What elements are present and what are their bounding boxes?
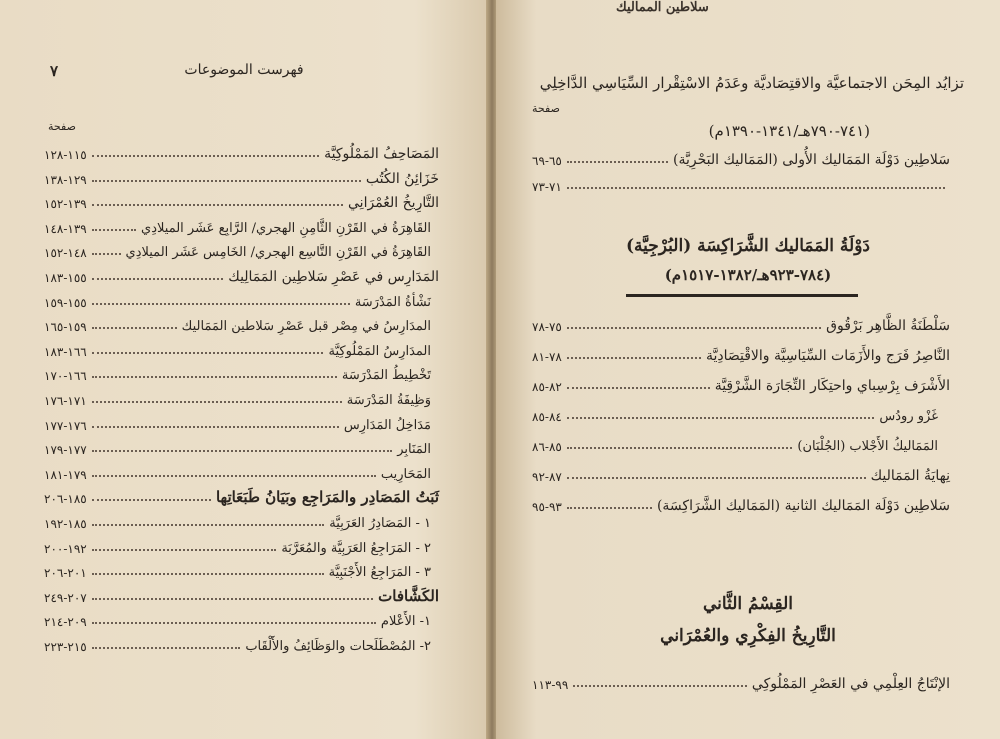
part-title: التَّارِيخُ الفِكْرِي والعُمْرَاني xyxy=(660,626,836,646)
toc-entry-pages: ١٤٨-١٥٢ xyxy=(44,246,87,261)
toc-entry-pages: ٨٢-٨٥ xyxy=(532,380,562,394)
toc-entry-title: سَلاطِين دَوْلَة المَمَاليك الأُولى (المَمَاليك البَحْرِيَّة) xyxy=(673,152,950,168)
dot-leader xyxy=(92,180,361,182)
toc-entry xyxy=(532,402,950,424)
toc-entry-title: نَشْأةُ المَدْرَسَة xyxy=(354,294,431,310)
toc-entry xyxy=(44,460,439,482)
toc-entry-title: مَدَاخِلُ المَدَارِس xyxy=(343,417,431,433)
toc-entry-pages: ١٦٦-١٧٠ xyxy=(44,369,87,384)
toc-entry-pages: ٨٧-٩٢ xyxy=(532,470,562,484)
toc-entry-pages: ٢٠٧-٢٤٩ xyxy=(44,590,87,605)
dot-leader xyxy=(92,647,241,649)
toc-entry-title: نِهايَةُ المَمَاليك xyxy=(870,468,950,484)
toc-entry-title: الأَشْرَف بِرْسِباي واحتِكَار التِّجَارَة الشَّرْقِيَّة xyxy=(714,378,950,394)
section-dates: (٧٨٤-٩٢٣هـ/١٣٨٢-١٥١٧م) xyxy=(664,266,832,284)
dot-leader xyxy=(92,376,337,378)
toc-entry-title: تَخْطِيطُ المَدْرَسَة xyxy=(341,368,431,384)
dot-leader xyxy=(92,303,350,305)
toc-entry xyxy=(532,372,950,394)
dot-leader xyxy=(92,229,136,231)
toc-entry-pages: ٢٠١-٢٠٦ xyxy=(44,566,87,581)
dot-leader xyxy=(567,477,866,479)
dot-leader xyxy=(567,187,945,189)
toc-entry-pages: ١٨٥-١٩٢ xyxy=(44,517,87,531)
toc-entry xyxy=(44,189,439,211)
dot-leader xyxy=(567,327,821,329)
toc-entry xyxy=(44,558,439,580)
toc-entry xyxy=(44,484,439,506)
toc-entry-pages: ١٧٩-١٨١ xyxy=(44,467,87,482)
cropped-running-title: سلاطين المماليك xyxy=(616,0,709,15)
left-running-head xyxy=(0,62,488,82)
toc-entry-pages: ٩٩-١١٣ xyxy=(532,678,569,692)
toc-entry-pages: ١٣٩-١٥٢ xyxy=(44,197,87,212)
dot-leader xyxy=(92,573,324,575)
toc-entry-dates: (٧٤١-٧٩٠هـ/١٣٤١-١٣٩٠م) xyxy=(708,122,870,140)
toc-entry-pages: ١٢٩-١٣٨ xyxy=(44,172,87,187)
toc-entry-pages: ١٧٦-١٧٧ xyxy=(44,418,87,433)
toc-entry-title: المَحَارِيب xyxy=(380,466,431,482)
toc-entry-title: ثَبَتُ المَصَادِر والمَرَاجِع وبَيَانُ طَبَعَاتِها xyxy=(215,488,439,507)
toc-entry xyxy=(44,583,439,605)
toc-entry xyxy=(532,670,950,692)
toc-entry-pages: ١٣٩-١٤٨ xyxy=(44,221,87,236)
toc-entry xyxy=(44,337,439,359)
dot-leader xyxy=(92,475,376,477)
toc-entry xyxy=(532,312,950,334)
dot-leader xyxy=(567,507,652,509)
toc-entry-title: القَاهِرَةُ في القَرْنِ التَّاسِع الهجري/ الخَامِس عَشَر الميلادِي xyxy=(125,245,431,261)
toc-entry xyxy=(44,238,439,260)
toc-entry xyxy=(44,140,439,162)
toc-entry-title: ٣ - المَرَاجِعُ الأَجْنَبِيَّة xyxy=(328,565,431,581)
toc-entry xyxy=(44,607,439,629)
toc-entry-title: المدَارِسُ في مِصْر قبل عَصْرِ سَلاطين المَمَاليك xyxy=(181,319,431,335)
part-heading: القِسْمُ الثَّاني xyxy=(702,594,793,614)
toc-entry xyxy=(44,435,439,457)
toc-entry-pages: ١٧١-١٧٦ xyxy=(44,394,87,408)
toc-entry xyxy=(532,462,950,484)
toc-entry-pages: ١٥٥-١٨٣ xyxy=(44,271,87,285)
toc-entry xyxy=(44,214,439,236)
left-page xyxy=(0,0,488,739)
dot-leader xyxy=(92,549,277,551)
toc-entry-pages: ٩٣-٩٥ xyxy=(532,500,562,514)
toc-entry xyxy=(44,312,439,334)
toc-entry-title: سَلْطَنَةُ الظَّاهِر بَرْقُوق xyxy=(826,318,950,334)
section-heading: دَوْلَةُ المَمَاليك الشَّرَاكِسَة (البُرْجِيَّة) xyxy=(625,236,870,256)
toc-entry-pages: ٧١-٧٣ xyxy=(532,180,562,194)
toc-entry-pages: ١٦٦-١٨٣ xyxy=(44,344,87,359)
dot-leader xyxy=(567,161,668,163)
toc-entry xyxy=(44,288,439,310)
toc-entry-title: ٢ - المَرَاجِعُ العَرَبِيَّة والمُعَرَّبَة xyxy=(281,540,431,556)
dot-leader xyxy=(567,387,710,389)
toc-entry-title: غَزْو رودُس xyxy=(879,409,938,424)
toc-entry-pages: ٢٠٩-٢١٤ xyxy=(44,615,87,630)
toc-entry-pages: ٨٤-٨٥ xyxy=(532,410,562,424)
toc-entry xyxy=(44,165,439,187)
toc-entry xyxy=(532,172,950,194)
toc-entry-title: ٢- المُصْطَلَحات والوَظَائِفُ والأَلْقَاب xyxy=(245,639,431,654)
toc-entry-title: الكَشَّافات xyxy=(378,586,439,605)
toc-entry-pages: ١١٥-١٢٨ xyxy=(44,148,87,162)
dot-leader xyxy=(92,401,342,403)
dot-leader xyxy=(567,417,875,419)
page-column-label: صفحة xyxy=(532,102,560,115)
section-rule xyxy=(626,294,858,297)
toc-entry-title: وَظِيفَةُ المَدْرَسَة xyxy=(346,393,431,408)
dot-leader xyxy=(92,204,343,206)
dot-leader xyxy=(92,622,376,624)
dot-leader xyxy=(92,352,324,354)
toc-entry-title: الإنْتَاجُ العِلْمِي في العَصْرِ المَمْلُوكِي xyxy=(751,676,950,692)
page-column-label: صفحة xyxy=(48,120,76,133)
toc-entry-title: تزايُد المِحَن الاجتماعيَّة والاقتِصَاديَّة وعَدَمُ الاسْتِقْرار السِّيَاسِي الدَّاخِلِي xyxy=(539,74,964,92)
dot-leader xyxy=(92,278,224,280)
dot-leader xyxy=(567,357,701,359)
toc-entry xyxy=(44,386,439,408)
dot-leader xyxy=(573,685,747,687)
toc-entry-title: التَّارِيخُ العُمْرَانِي xyxy=(348,195,439,212)
toc-entry-pages: ١٨٥-٢٠٦ xyxy=(44,492,87,507)
toc-entry-pages: ١٥٥-١٥٩ xyxy=(44,295,87,310)
dot-leader xyxy=(92,327,177,329)
dot-leader xyxy=(92,426,339,428)
toc-entry xyxy=(532,432,950,454)
toc-entry xyxy=(44,411,439,433)
toc-entry-title: خَزَائِنُ الكُتُب xyxy=(365,170,439,187)
toc-entry-pages: ٦٥-٦٩ xyxy=(532,154,562,168)
toc-entry-pages: ٧٨-٨١ xyxy=(532,350,562,364)
toc-entry-title: المَصَاحِفُ المَمْلُوكِيَّة xyxy=(324,146,439,162)
toc-entry xyxy=(532,146,950,168)
toc-entry xyxy=(44,534,439,556)
toc-entry-title: المدَارِسُ المَمْلُوكِيَّة xyxy=(328,343,431,359)
toc-entry-title: النَّاصِرُ فَرَج والأَزَمَات السِّيَاسِيَّة والاقْتِصَادِيَّة xyxy=(705,348,950,364)
toc-entry-pages: ٨٥-٨٦ xyxy=(532,440,562,454)
toc-entry-title: المَمَاليكُ الأَجْلاب (الجُلْبَان) xyxy=(797,439,938,454)
toc-entry-pages: ٢١٥-٢٢٣ xyxy=(44,640,87,654)
toc-entry xyxy=(532,342,950,364)
dot-leader xyxy=(92,155,319,157)
page-number: ٧ xyxy=(50,62,59,80)
toc-entry-title: المَنَابِر xyxy=(397,442,431,458)
toc-entry-pages: ١٩٢-٢٠٠ xyxy=(44,541,87,556)
toc-entry xyxy=(44,361,439,383)
dot-leader xyxy=(92,598,373,600)
toc-entry-pages: ١٥٩-١٦٥ xyxy=(44,320,87,335)
toc-entry xyxy=(532,492,950,514)
toc-entry-title: ١- الأَعْلام xyxy=(380,614,431,630)
toc-entry xyxy=(44,509,439,531)
toc-entry xyxy=(44,263,439,285)
dot-leader xyxy=(92,450,392,452)
toc-entry-pages: ١٧٧-١٧٩ xyxy=(44,443,87,458)
toc-entry-title: سَلاطِين دَوْلَة المَمَاليك الثانية (المَمَاليك الشَّرَاكِسَة) xyxy=(656,498,950,514)
toc-entry xyxy=(44,632,439,654)
right-page xyxy=(496,0,1000,739)
toc-entry-title: ١ - المَصَادِرُ العَرَبِيَّة xyxy=(329,516,431,531)
running-title: فهرست الموضوعات xyxy=(184,62,304,78)
toc-entry-title: القَاهِرَةُ في القَرْنِ الثَّامِنِ الهجري/ الرَّابِع عَشَر الميلادِي xyxy=(141,220,431,236)
dot-leader xyxy=(567,447,793,449)
toc-entry-title: المَدَارِس في عَصْرِ سَلاطِين المَمَالِيك xyxy=(228,269,439,285)
dot-leader xyxy=(92,499,211,501)
toc-entry-pages: ٧٥-٧٨ xyxy=(532,320,562,334)
dot-leader xyxy=(92,524,325,526)
dot-leader xyxy=(92,253,121,255)
